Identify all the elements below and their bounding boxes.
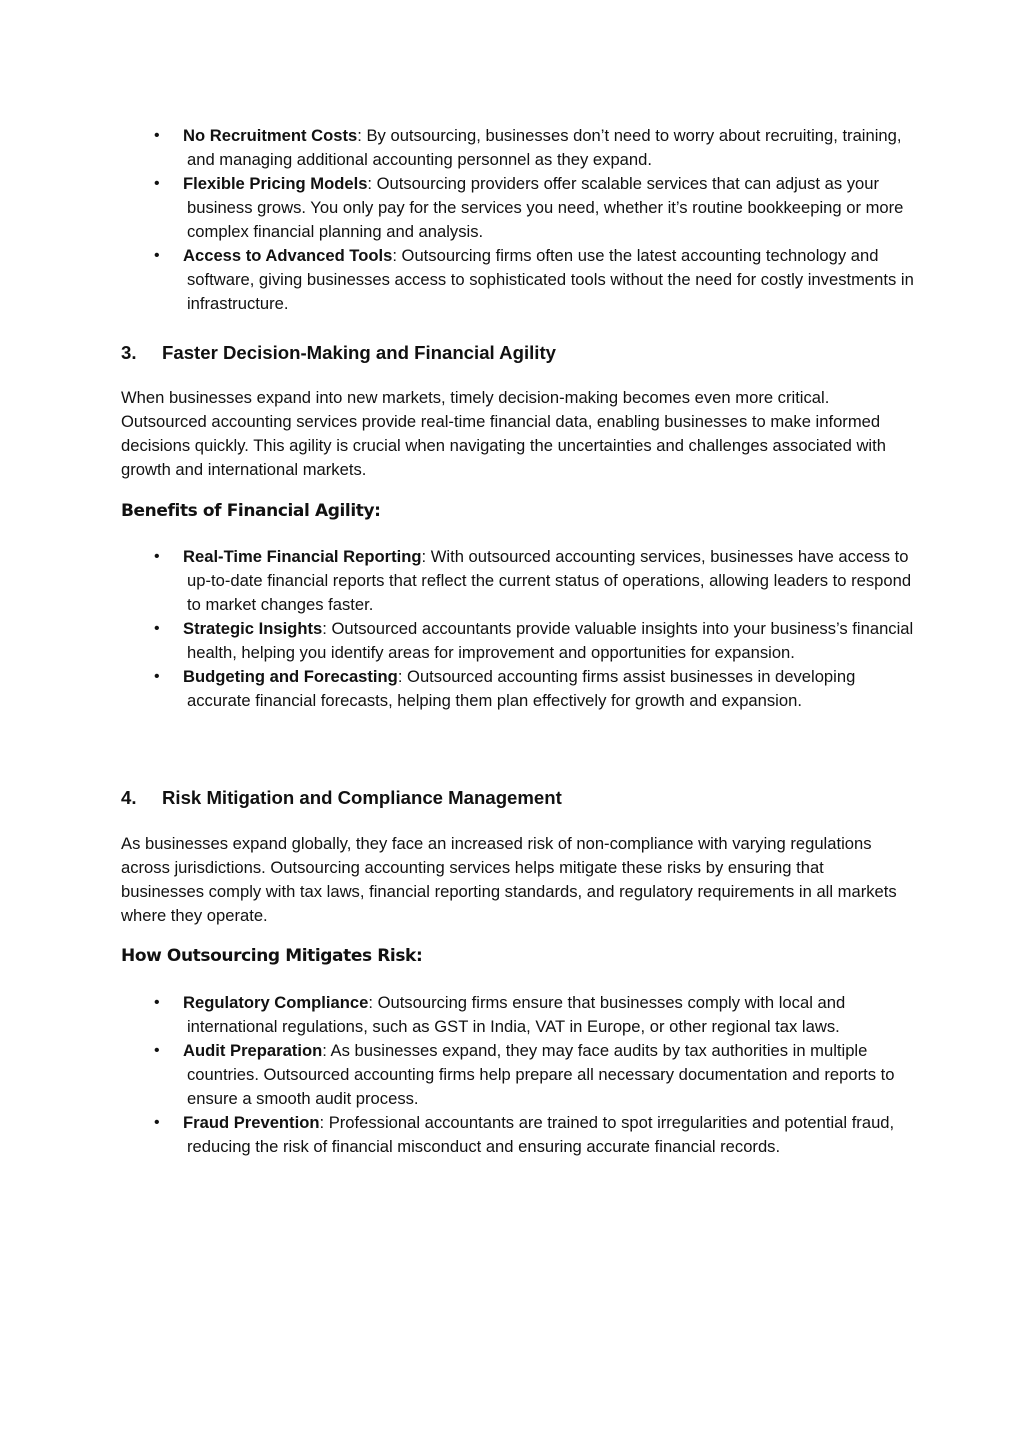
bullet-icon: • — [154, 1042, 160, 1059]
risk-mitigation-list — [154, 991, 914, 1159]
cost-benefits-list — [154, 124, 914, 316]
section-3-heading — [121, 340, 556, 366]
list-item-text: : Outsourcing firms ensure that businesses comply with local and international regulations, such as GST in India, VAT in Europe, or other regional tax laws. — [187, 993, 846, 1036]
section-3-title: Faster Decision-Making and Financial Agility — [162, 342, 556, 363]
section-3-subheading: Benefits of Financial Agility: — [121, 501, 381, 521]
list-item — [154, 1039, 914, 1111]
list-item — [154, 991, 914, 1039]
list-item-term: Audit Preparation — [183, 1041, 323, 1060]
list-item-text: : Professional accountants are trained to spot irregularities and potential fraud, reducing the risk of financial misconduct and ensuring accurate financial records. — [187, 1113, 895, 1156]
list-item-term: Flexible Pricing Models — [183, 174, 368, 193]
section-3-paragraph: When businesses expand into new markets, timely decision-making becomes even more critical. Outsourced accounting services provide real-time financial data, enabling businesses to make informed decisions quickly. This agility is crucial when navigating the uncertainties and challenges associated with growth and international markets. — [121, 388, 886, 479]
list-item — [154, 617, 914, 665]
list-item — [154, 124, 914, 172]
bullet-icon: • — [154, 994, 160, 1011]
list-item — [154, 172, 914, 244]
list-item-term: Real-Time Financial Reporting — [183, 547, 422, 566]
section-4-heading — [121, 785, 562, 811]
section-4-paragraph: As businesses expand globally, they face an increased risk of non-compliance with varying regulations across jurisdictions. Outsourcing accounting services helps mitigate these risks by ensuring that businesses comply with tax laws, financial reporting standards, and regulatory requirements in all markets where they operate. — [121, 834, 897, 925]
list-item-term: Strategic Insights — [183, 619, 323, 638]
bullet-icon: • — [154, 668, 160, 685]
financial-agility-list — [154, 545, 914, 713]
list-item-term: Budgeting and Forecasting — [183, 667, 398, 686]
bullet-icon: • — [154, 548, 160, 565]
list-item-text: : By outsourcing, businesses don’t need to worry about recruiting, training, and managing additional accounting personnel as they expand. — [187, 126, 902, 169]
bullet-icon: • — [154, 1114, 160, 1131]
list-item-term: Regulatory Compliance — [183, 993, 369, 1012]
list-item-text: : Outsourced accountants provide valuable insights into your business’s financial health, helping you identify areas for improvement and opportunities for expansion. — [187, 619, 914, 662]
list-item-term: No Recruitment Costs — [183, 126, 358, 145]
section-4-subheading: How Outsourcing Mitigates Risk: — [121, 946, 423, 966]
list-item — [154, 545, 914, 617]
list-item — [154, 244, 914, 316]
list-item — [154, 1111, 914, 1159]
list-item-text: : Outsourced accounting firms assist businesses in developing accurate financial forecasts, helping them plan effectively for growth and expansion. — [187, 667, 856, 710]
section-4-number: 4. — [121, 787, 137, 808]
list-item-term: Fraud Prevention — [183, 1113, 320, 1132]
list-item-text: : As businesses expand, they may face audits by tax authorities in multiple countries. Outsourced accounting firms help prepare all necessary documentation and reports to ensure a smooth audit process. — [187, 1041, 895, 1108]
list-item-text: : With outsourced accounting services, businesses have access to up-to-date financial reports that reflect the current status of operations, allowing leaders to respond to market changes faster. — [187, 547, 912, 614]
section-4-title: Risk Mitigation and Compliance Management — [162, 787, 562, 808]
bullet-icon: • — [154, 127, 160, 144]
section-3-number: 3. — [121, 342, 137, 363]
bullet-icon: • — [154, 620, 160, 637]
bullet-icon: • — [154, 175, 160, 192]
bullet-icon: • — [154, 247, 160, 264]
list-item-text: : Outsourcing firms often use the latest accounting technology and software, giving businesses access to sophisticated tools without the need for costly investments in infrastructure. — [187, 246, 914, 313]
list-item — [154, 665, 914, 713]
list-item-text: : Outsourcing providers offer scalable services that can adjust as your business grows. You only pay for the services you need, whether it’s routine bookkeeping or more complex financial planning and analysis. — [187, 174, 904, 241]
list-item-term: Access to Advanced Tools — [183, 246, 393, 265]
